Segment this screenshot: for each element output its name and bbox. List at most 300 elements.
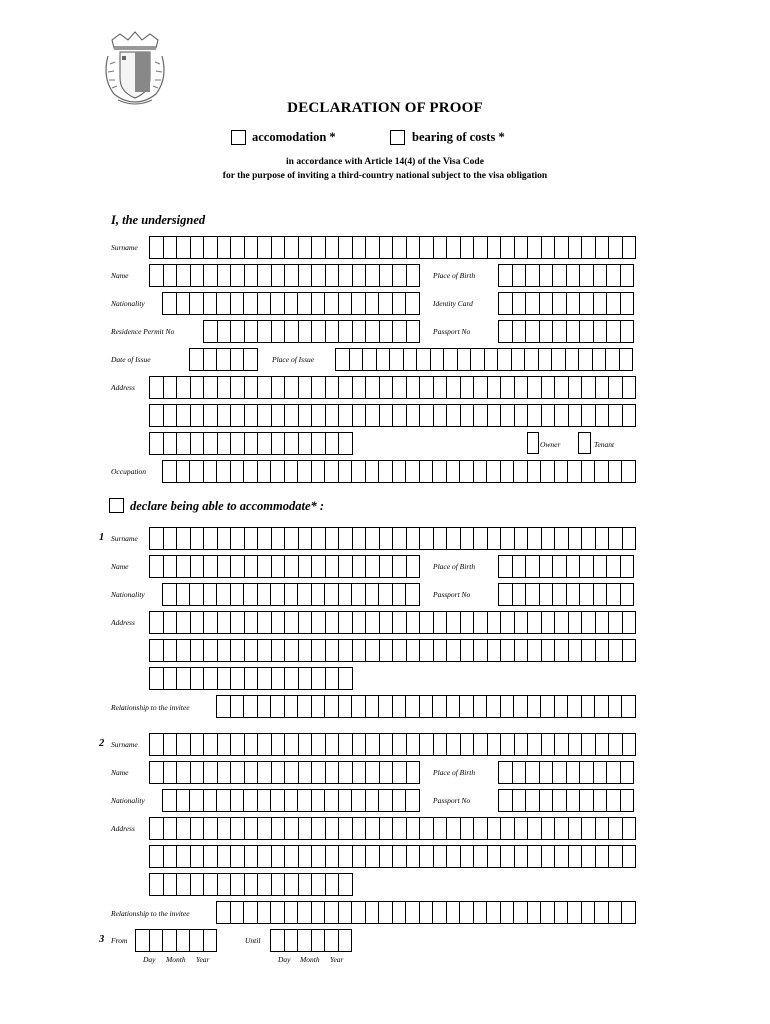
char-box[interactable]	[244, 461, 258, 482]
char-box[interactable]	[366, 818, 380, 839]
char-box[interactable]	[555, 528, 569, 549]
char-box[interactable]	[339, 696, 353, 717]
char-box[interactable]	[298, 293, 312, 314]
char-box[interactable]	[150, 528, 164, 549]
char-box[interactable]	[621, 293, 635, 314]
char-box[interactable]	[150, 734, 164, 755]
char-box[interactable]	[285, 696, 299, 717]
char-box[interactable]	[204, 734, 218, 755]
char-box[interactable]	[461, 237, 475, 258]
char-box[interactable]	[528, 640, 542, 661]
char-box[interactable]	[245, 237, 259, 258]
char-box[interactable]	[434, 377, 448, 398]
char-box[interactable]	[623, 237, 637, 258]
char-box[interactable]	[380, 265, 394, 286]
char-box[interactable]	[244, 293, 258, 314]
char-box[interactable]	[258, 696, 272, 717]
char-box[interactable]	[487, 696, 501, 717]
invitee-1-name-field[interactable]	[149, 555, 420, 578]
char-box[interactable]	[245, 640, 259, 661]
char-box[interactable]	[285, 405, 299, 426]
char-box[interactable]	[204, 405, 218, 426]
char-box[interactable]	[353, 528, 367, 549]
char-box[interactable]	[434, 640, 448, 661]
char-box[interactable]	[339, 818, 353, 839]
char-box[interactable]	[623, 528, 637, 549]
char-box[interactable]	[325, 930, 339, 951]
char-box[interactable]	[258, 790, 272, 811]
char-box[interactable]	[326, 612, 340, 633]
char-box[interactable]	[595, 461, 609, 482]
char-box[interactable]	[609, 237, 623, 258]
char-box[interactable]	[244, 349, 258, 370]
char-box[interactable]	[191, 377, 205, 398]
char-box[interactable]	[515, 734, 529, 755]
char-box[interactable]	[204, 293, 218, 314]
char-box[interactable]	[407, 818, 421, 839]
char-box[interactable]	[553, 265, 567, 286]
char-box[interactable]	[258, 640, 272, 661]
char-box[interactable]	[553, 321, 567, 342]
char-box[interactable]	[231, 293, 245, 314]
char-box[interactable]	[339, 584, 353, 605]
invitee-1-place-of-birth-field[interactable]	[498, 555, 634, 578]
char-box[interactable]	[363, 349, 377, 370]
char-box[interactable]	[569, 528, 583, 549]
char-box[interactable]	[326, 668, 340, 689]
char-box[interactable]	[447, 818, 461, 839]
char-box[interactable]	[488, 405, 502, 426]
char-box[interactable]	[204, 528, 218, 549]
char-box[interactable]	[339, 930, 353, 951]
char-box[interactable]	[569, 237, 583, 258]
char-box[interactable]	[594, 584, 608, 605]
char-box[interactable]	[231, 612, 245, 633]
char-box[interactable]	[177, 528, 191, 549]
char-box[interactable]	[407, 377, 421, 398]
char-box[interactable]	[204, 846, 218, 867]
char-box[interactable]	[163, 930, 177, 951]
char-box[interactable]	[353, 265, 367, 286]
char-box[interactable]	[488, 734, 502, 755]
char-box[interactable]	[621, 265, 635, 286]
char-box[interactable]	[299, 237, 313, 258]
char-box[interactable]	[434, 846, 448, 867]
char-box[interactable]	[285, 790, 299, 811]
char-box[interactable]	[553, 762, 567, 783]
char-box[interactable]	[177, 640, 191, 661]
char-box[interactable]	[596, 734, 610, 755]
char-box[interactable]	[326, 528, 340, 549]
char-box[interactable]	[582, 818, 596, 839]
char-box[interactable]	[406, 696, 420, 717]
char-box[interactable]	[407, 321, 421, 342]
char-box[interactable]	[406, 790, 420, 811]
char-box[interactable]	[231, 668, 245, 689]
char-box[interactable]	[150, 818, 164, 839]
char-box[interactable]	[150, 405, 164, 426]
identity-card-field[interactable]	[498, 292, 634, 315]
char-box[interactable]	[513, 265, 527, 286]
char-box[interactable]	[528, 846, 542, 867]
char-box[interactable]	[515, 640, 529, 661]
char-box[interactable]	[528, 696, 542, 717]
char-box[interactable]	[339, 293, 353, 314]
char-box[interactable]	[366, 790, 380, 811]
char-box[interactable]	[164, 874, 178, 895]
char-box[interactable]	[204, 612, 218, 633]
char-box[interactable]	[407, 734, 421, 755]
char-box[interactable]	[580, 321, 594, 342]
char-box[interactable]	[312, 321, 326, 342]
char-box[interactable]	[339, 874, 353, 895]
char-box[interactable]	[353, 556, 367, 577]
char-box[interactable]	[352, 696, 366, 717]
invitee-2-relationship-field[interactable]	[216, 901, 636, 924]
char-box[interactable]	[366, 612, 380, 633]
address-line-3-field[interactable]	[149, 432, 353, 455]
char-box[interactable]	[379, 902, 393, 923]
char-box[interactable]	[515, 818, 529, 839]
char-box[interactable]	[285, 528, 299, 549]
char-box[interactable]	[231, 846, 245, 867]
char-box[interactable]	[542, 640, 556, 661]
invitee-2-address-line-2-field[interactable]	[149, 845, 636, 868]
char-box[interactable]	[299, 528, 313, 549]
char-box[interactable]	[298, 461, 312, 482]
char-box[interactable]	[431, 349, 445, 370]
char-box[interactable]	[177, 818, 191, 839]
char-box[interactable]	[366, 762, 380, 783]
char-box[interactable]	[485, 349, 499, 370]
char-box[interactable]	[312, 612, 326, 633]
char-box[interactable]	[245, 668, 259, 689]
char-box[interactable]	[623, 405, 637, 426]
char-box[interactable]	[407, 640, 421, 661]
char-box[interactable]	[326, 640, 340, 661]
char-box[interactable]	[204, 237, 218, 258]
char-box[interactable]	[271, 790, 285, 811]
char-box[interactable]	[353, 321, 367, 342]
char-box[interactable]	[555, 237, 569, 258]
char-box[interactable]	[460, 902, 474, 923]
char-box[interactable]	[555, 377, 569, 398]
char-box[interactable]	[231, 734, 245, 755]
char-box[interactable]	[393, 528, 407, 549]
char-box[interactable]	[285, 734, 299, 755]
char-box[interactable]	[312, 584, 326, 605]
char-box[interactable]	[271, 461, 285, 482]
tenant-checkbox[interactable]	[578, 432, 591, 454]
char-box[interactable]	[621, 790, 635, 811]
char-box[interactable]	[231, 349, 245, 370]
char-box[interactable]	[191, 874, 205, 895]
char-box[interactable]	[380, 612, 394, 633]
char-box[interactable]	[447, 405, 461, 426]
char-box[interactable]	[433, 902, 447, 923]
char-box[interactable]	[312, 461, 326, 482]
char-box[interactable]	[245, 734, 259, 755]
char-box[interactable]	[177, 237, 191, 258]
char-box[interactable]	[299, 818, 313, 839]
char-box[interactable]	[434, 405, 448, 426]
char-box[interactable]	[377, 349, 391, 370]
char-box[interactable]	[350, 349, 364, 370]
char-box[interactable]	[623, 640, 637, 661]
char-box[interactable]	[380, 405, 394, 426]
char-box[interactable]	[325, 696, 339, 717]
char-box[interactable]	[540, 762, 554, 783]
char-box[interactable]	[272, 874, 286, 895]
char-box[interactable]	[339, 846, 353, 867]
char-box[interactable]	[607, 293, 621, 314]
char-box[interactable]	[393, 377, 407, 398]
char-box[interactable]	[177, 293, 191, 314]
char-box[interactable]	[150, 762, 164, 783]
char-box[interactable]	[447, 237, 461, 258]
char-box[interactable]	[501, 461, 515, 482]
char-box[interactable]	[474, 377, 488, 398]
char-box[interactable]	[582, 237, 596, 258]
char-box[interactable]	[339, 556, 353, 577]
char-box[interactable]	[622, 902, 636, 923]
char-box[interactable]	[555, 734, 569, 755]
char-box[interactable]	[339, 902, 353, 923]
char-box[interactable]	[622, 461, 636, 482]
char-box[interactable]	[379, 790, 393, 811]
char-box[interactable]	[191, 265, 205, 286]
from-date-field[interactable]	[135, 929, 217, 952]
char-box[interactable]	[366, 237, 380, 258]
invitee-2-surname-field[interactable]	[149, 733, 636, 756]
char-box[interactable]	[393, 321, 407, 342]
char-box[interactable]	[299, 762, 313, 783]
char-box[interactable]	[471, 349, 485, 370]
char-box[interactable]	[285, 461, 299, 482]
char-box[interactable]	[312, 265, 326, 286]
char-box[interactable]	[609, 461, 623, 482]
char-box[interactable]	[285, 584, 299, 605]
char-box[interactable]	[312, 846, 326, 867]
char-box[interactable]	[420, 902, 434, 923]
char-box[interactable]	[218, 640, 232, 661]
char-box[interactable]	[393, 902, 407, 923]
char-box[interactable]	[621, 762, 635, 783]
char-box[interactable]	[285, 818, 299, 839]
char-box[interactable]	[204, 433, 218, 454]
char-box[interactable]	[163, 293, 177, 314]
char-box[interactable]	[299, 612, 313, 633]
char-box[interactable]	[285, 321, 299, 342]
char-box[interactable]	[555, 902, 569, 923]
char-box[interactable]	[258, 377, 272, 398]
char-box[interactable]	[379, 293, 393, 314]
char-box[interactable]	[444, 349, 458, 370]
char-box[interactable]	[285, 874, 299, 895]
char-box[interactable]	[231, 874, 245, 895]
invitee-1-address-line-2-field[interactable]	[149, 639, 636, 662]
char-box[interactable]	[609, 612, 623, 633]
char-box[interactable]	[177, 846, 191, 867]
char-box[interactable]	[499, 762, 513, 783]
char-box[interactable]	[312, 790, 326, 811]
char-box[interactable]	[339, 461, 353, 482]
char-box[interactable]	[499, 293, 513, 314]
char-box[interactable]	[580, 762, 594, 783]
char-box[interactable]	[272, 818, 286, 839]
char-box[interactable]	[191, 405, 205, 426]
char-box[interactable]	[380, 818, 394, 839]
char-box[interactable]	[567, 762, 581, 783]
char-box[interactable]	[488, 612, 502, 633]
char-box[interactable]	[488, 640, 502, 661]
char-box[interactable]	[567, 265, 581, 286]
char-box[interactable]	[191, 640, 205, 661]
char-box[interactable]	[366, 321, 380, 342]
char-box[interactable]	[326, 377, 340, 398]
char-box[interactable]	[164, 556, 178, 577]
char-box[interactable]	[447, 461, 461, 482]
char-box[interactable]	[164, 377, 178, 398]
char-box[interactable]	[458, 349, 472, 370]
char-box[interactable]	[150, 874, 164, 895]
char-box[interactable]	[312, 528, 326, 549]
char-box[interactable]	[231, 528, 245, 549]
char-box[interactable]	[553, 293, 567, 314]
invitee-2-passport-no-field[interactable]	[498, 789, 634, 812]
char-box[interactable]	[596, 377, 610, 398]
char-box[interactable]	[526, 584, 540, 605]
char-box[interactable]	[339, 734, 353, 755]
char-box[interactable]	[353, 734, 367, 755]
char-box[interactable]	[433, 696, 447, 717]
char-box[interactable]	[177, 734, 191, 755]
address-line-2-field[interactable]	[149, 404, 636, 427]
char-box[interactable]	[526, 762, 540, 783]
char-box[interactable]	[258, 433, 272, 454]
char-box[interactable]	[150, 612, 164, 633]
char-box[interactable]	[582, 734, 596, 755]
char-box[interactable]	[339, 237, 353, 258]
char-box[interactable]	[231, 321, 245, 342]
char-box[interactable]	[191, 762, 205, 783]
char-box[interactable]	[204, 874, 218, 895]
char-box[interactable]	[299, 377, 313, 398]
char-box[interactable]	[164, 265, 178, 286]
char-box[interactable]	[420, 237, 434, 258]
occupation-field[interactable]	[162, 460, 636, 483]
char-box[interactable]	[258, 265, 272, 286]
char-box[interactable]	[191, 818, 205, 839]
char-box[interactable]	[609, 846, 623, 867]
char-box[interactable]	[231, 762, 245, 783]
char-box[interactable]	[191, 846, 205, 867]
char-box[interactable]	[579, 349, 593, 370]
char-box[interactable]	[501, 818, 515, 839]
char-box[interactable]	[390, 349, 404, 370]
char-box[interactable]	[487, 902, 501, 923]
char-box[interactable]	[325, 902, 339, 923]
char-box[interactable]	[217, 293, 231, 314]
char-box[interactable]	[461, 377, 475, 398]
invitee-2-address-line-3-field[interactable]	[149, 873, 353, 896]
char-box[interactable]	[569, 377, 583, 398]
char-box[interactable]	[325, 790, 339, 811]
char-box[interactable]	[515, 846, 529, 867]
char-box[interactable]	[406, 293, 420, 314]
char-box[interactable]	[501, 640, 515, 661]
char-box[interactable]	[542, 734, 556, 755]
char-box[interactable]	[204, 349, 218, 370]
char-box[interactable]	[514, 461, 528, 482]
char-box[interactable]	[299, 321, 313, 342]
char-box[interactable]	[594, 556, 608, 577]
char-box[interactable]	[569, 818, 583, 839]
char-box[interactable]	[339, 668, 353, 689]
char-box[interactable]	[407, 405, 421, 426]
owner-checkbox[interactable]	[527, 432, 539, 454]
char-box[interactable]	[513, 321, 527, 342]
char-box[interactable]	[552, 349, 566, 370]
char-box[interactable]	[272, 668, 286, 689]
char-box[interactable]	[245, 612, 259, 633]
char-box[interactable]	[393, 265, 407, 286]
place-of-issue-field[interactable]	[335, 348, 633, 371]
char-box[interactable]	[498, 349, 512, 370]
char-box[interactable]	[231, 377, 245, 398]
char-box[interactable]	[325, 461, 339, 482]
char-box[interactable]	[353, 640, 367, 661]
char-box[interactable]	[404, 349, 418, 370]
char-box[interactable]	[177, 790, 191, 811]
char-box[interactable]	[218, 734, 232, 755]
char-box[interactable]	[596, 237, 610, 258]
char-box[interactable]	[420, 640, 434, 661]
char-box[interactable]	[499, 321, 513, 342]
char-box[interactable]	[593, 349, 607, 370]
char-box[interactable]	[231, 584, 245, 605]
char-box[interactable]	[474, 237, 488, 258]
char-box[interactable]	[190, 584, 204, 605]
char-box[interactable]	[150, 377, 164, 398]
char-box[interactable]	[325, 584, 339, 605]
char-box[interactable]	[204, 668, 218, 689]
char-box[interactable]	[513, 790, 527, 811]
char-box[interactable]	[244, 696, 258, 717]
char-box[interactable]	[231, 818, 245, 839]
char-box[interactable]	[488, 237, 502, 258]
surname-field[interactable]	[149, 236, 636, 259]
char-box[interactable]	[285, 265, 299, 286]
char-box[interactable]	[447, 640, 461, 661]
char-box[interactable]	[245, 762, 259, 783]
char-box[interactable]	[366, 902, 380, 923]
char-box[interactable]	[393, 293, 407, 314]
char-box[interactable]	[417, 349, 431, 370]
char-box[interactable]	[299, 668, 313, 689]
char-box[interactable]	[407, 612, 421, 633]
char-box[interactable]	[285, 762, 299, 783]
char-box[interactable]	[541, 461, 555, 482]
char-box[interactable]	[326, 405, 340, 426]
char-box[interactable]	[353, 405, 367, 426]
char-box[interactable]	[272, 433, 286, 454]
char-box[interactable]	[245, 846, 259, 867]
char-box[interactable]	[231, 265, 245, 286]
char-box[interactable]	[569, 612, 583, 633]
char-box[interactable]	[528, 612, 542, 633]
char-box[interactable]	[258, 612, 272, 633]
